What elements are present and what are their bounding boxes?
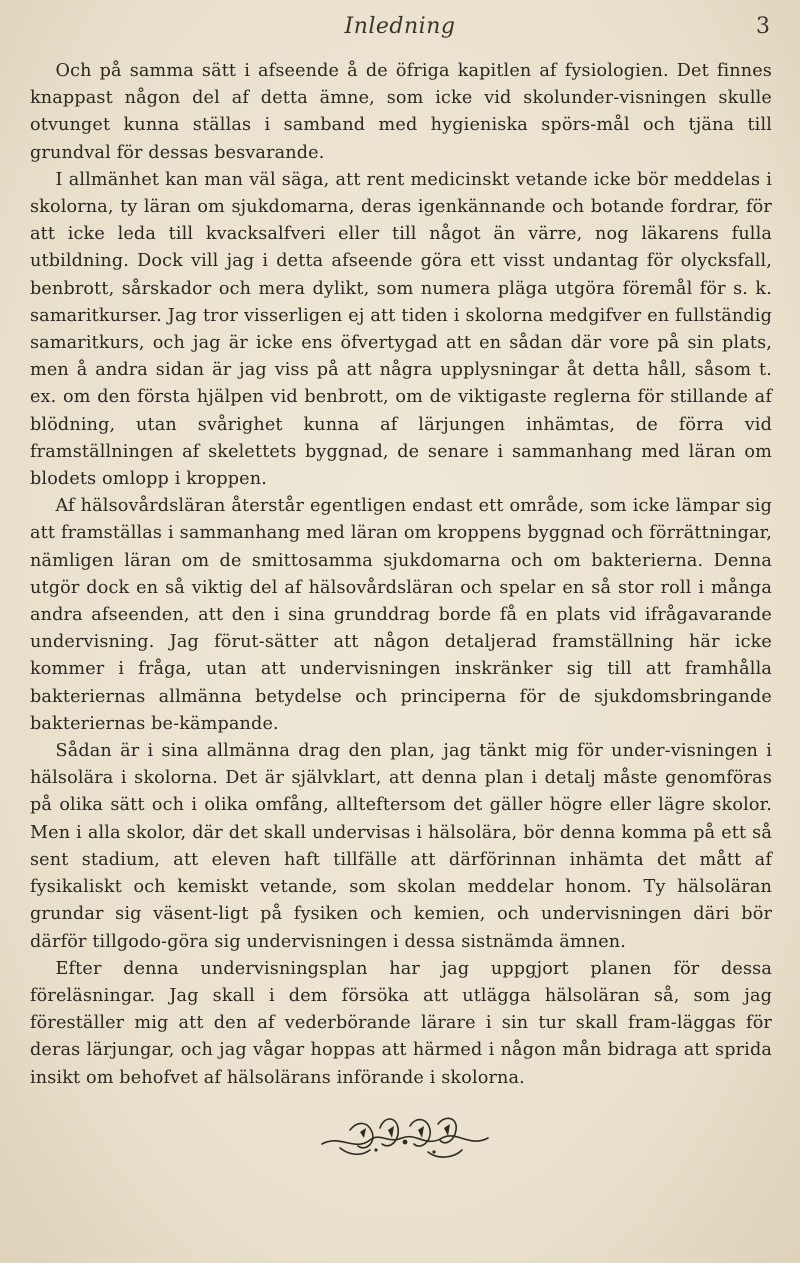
paragraph: Af hälsovårdsläran återstår egentligen endast ett område, som icke lämpar sig att framställas i sammanhang med läran om kroppens byggnad och förrättningar, nämligen läran om de smittosamma sjukdomarna och om bakterierna. Denna utgör dock en så viktig del af hälsovårdsläran och spelar en så stor roll i många andra afseenden, att den i sina grunddrag borde få en plats vid ifrågavarande undervisning. Jag förut-sätter att någon detaljerad framställning här icke kommer i fråga, utan att undervisningen inskränker sig till att framhålla bakteriernas allmänna betydelse och principerna för de sjukdomsbringande bakteriernas be-kämpande. — [30, 496, 772, 734]
running-head: Inledning — [344, 14, 456, 39]
page-number: 3 — [756, 14, 770, 39]
printer-ornament-icon — [310, 1108, 500, 1168]
paragraph: Efter denna undervisningsplan har jag uppgjort planen för dessa föreläsningar. Jag skall i dem försöka att utlägga hälsoläran så, som jag föreställer mig att den af vederbörande lärare i sin tur skall fram-läggas för deras lärjungar, och jag vågar hoppas att härmed i någon mån bidraga att sprida insikt om behofvet af hälsolärans införande i skolorna. — [30, 958, 772, 1088]
paragraph: Sådan är i sina allmänna drag den plan, jag tänkt mig för under-visningen i hälsolära i skolorna. Det är självklart, att denna plan i detalj måste genomföras på olika sätt och i olika omfång, allteftersom det gäller högre eller lägre skolor. Men i alla skolor, där det skall undervisas i hälsolära, bör denna komma på ett så sent stadium, att eleven haft tillfälle att därförinnan inhämta det mått af fysikaliskt och kemiskt vetande, som skolan meddelar honom. Ty hälsoläran grundar sig väsent-ligt på fysiken och kemien, och undervisningen däri bör därför tillgodo-göra sig undervisningen i dessa sistnämda ämnen. — [30, 741, 772, 952]
body-text — [30, 58, 772, 1092]
page-header — [0, 8, 800, 48]
paragraph: Och på samma sätt i afseende å de öfriga kapitlen af fysiologien. Det finnes knappast någon del af detta ämne, som icke vid skolunder-visningen skulle otvunget kunna ställas i samband med hygieniska spörs-mål och tjäna till grundval för dessas besvarande. — [30, 61, 772, 163]
paragraph: I allmänhet kan man väl säga, att rent medicinskt vetande icke bör meddelas i skolorna, ty läran om sjukdomarna, deras igenkännande och botande fordrar, för att icke leda till kvacksalfveri eller till något än värre, nog läkarens fulla utbildning. Dock vill jag i detta afseende göra ett visst undantag för olycksfall, benbrott, sårskador och mera dylikt, som numera pläga utgöra föremål för s. k. samaritkurser. Jag tror visserligen ej att tiden i skolorna medgifver en fullständig samaritkurs, och jag är icke ens öfvertygad att en sådan där vore på sin plats, men å andra sidan är jag viss på att några upplysningar åt detta håll, såsom t. ex. om den första hjälpen vid benbrott, om de viktigaste reglerna för stillande af blödning, utan svårighet kunna af lärjungen inhämtas, de förra vid framställningen af skelettets byggnad, de senare i sammanhang med läran om blodets omlopp i kroppen. — [30, 169, 772, 490]
